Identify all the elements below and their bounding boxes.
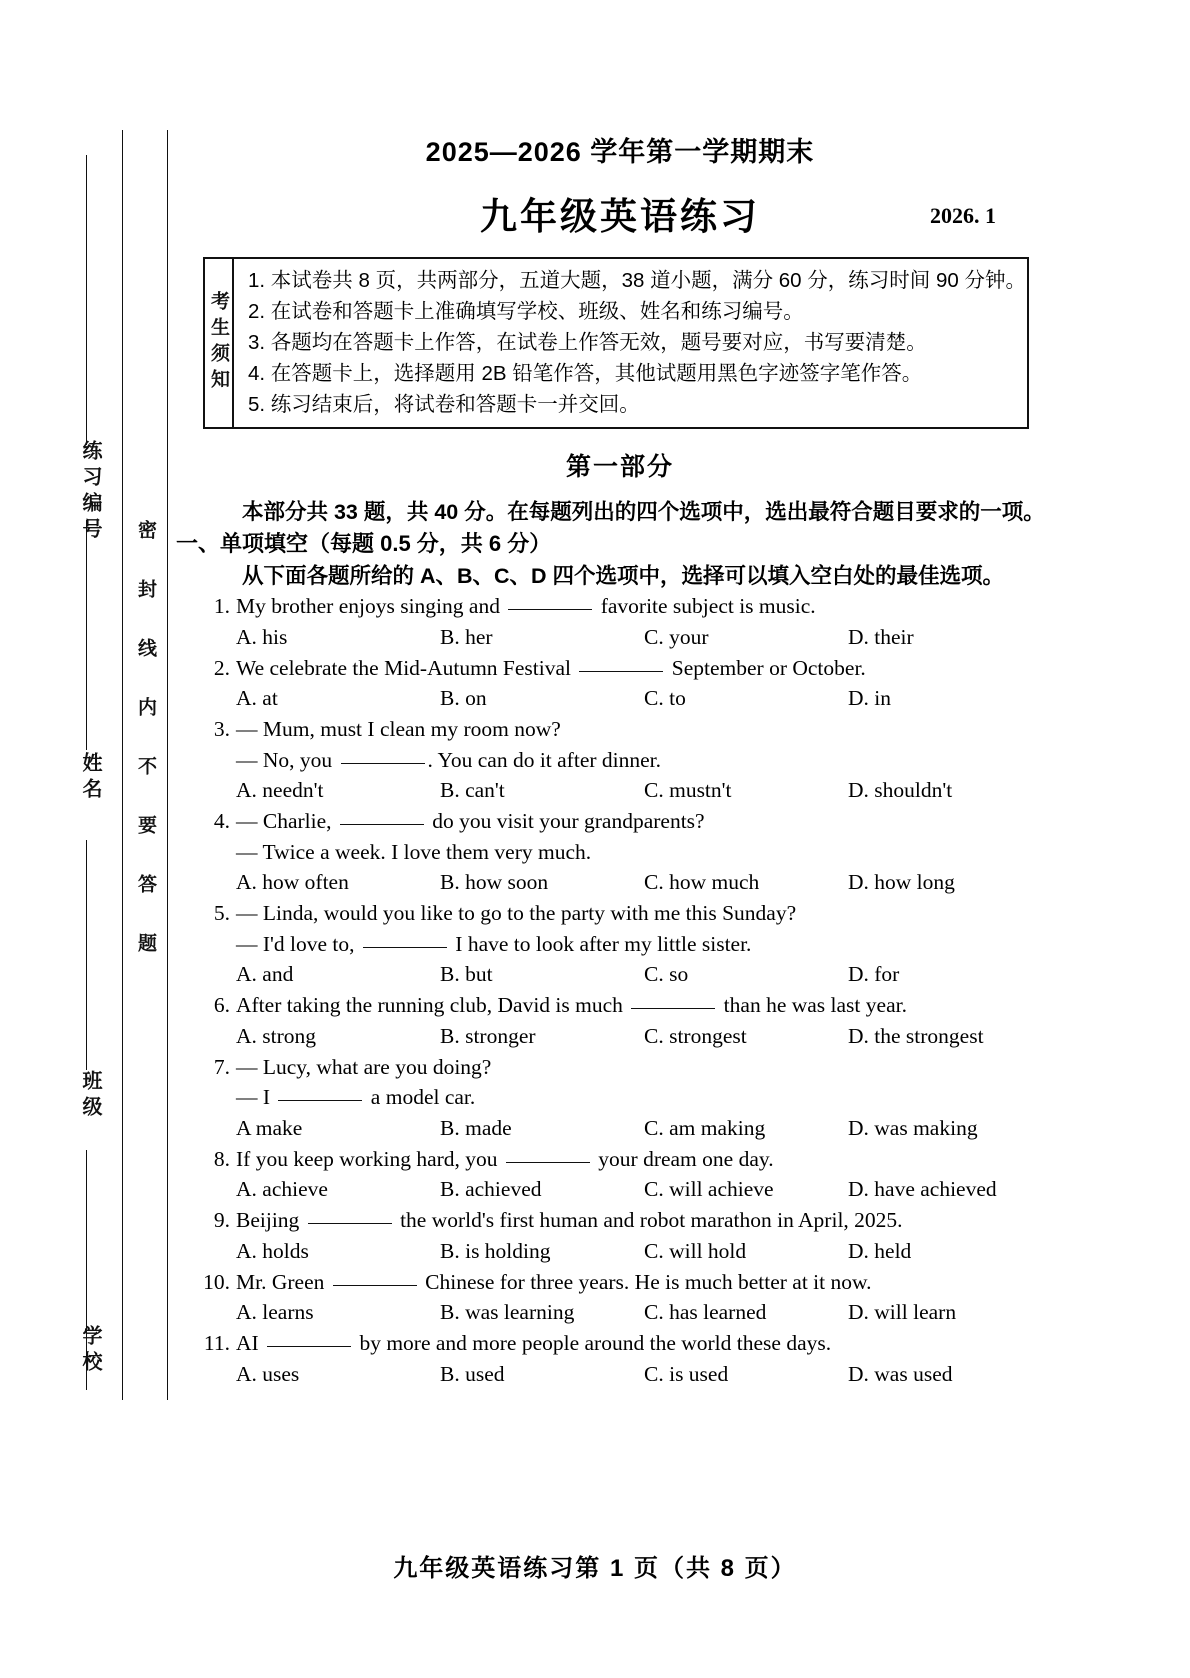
question-item [190, 1205, 1050, 1267]
option-choice[interactable]: C. will hold [644, 1238, 747, 1263]
option-choice[interactable]: A. and [236, 962, 294, 986]
question-number: 1. [213, 594, 230, 618]
answer-blank[interactable] [363, 947, 447, 948]
page-title: 九年级英语练习 [480, 196, 760, 237]
question-item [190, 1144, 1050, 1206]
option-row [190, 867, 1050, 898]
notice-body [234, 259, 1036, 427]
question-item [190, 1267, 1050, 1329]
seal-dash-segment [86, 840, 87, 1070]
option-row [190, 1359, 1050, 1390]
option-row [190, 1113, 1050, 1144]
option-choice[interactable]: D. shouldn't [848, 778, 953, 802]
option-choice[interactable]: B. was learning [440, 1300, 575, 1324]
practice-number-label: 练习编号 [79, 440, 101, 544]
question-text-after-blank: I have to look after my little sister. [449, 931, 752, 956]
question-text-after-blank: favorite subject is music. [595, 594, 816, 618]
question-number: 5. [213, 901, 230, 925]
question-text-after-blank: your dream one day. [592, 1146, 774, 1171]
question-text-before-blank: — Charlie, [236, 809, 337, 833]
option-choice[interactable]: D. was making [848, 1115, 978, 1140]
seal-line-outer [167, 130, 168, 1400]
question-text-before-blank: Mr. Green [236, 1269, 330, 1294]
question-item [190, 1328, 1050, 1390]
name-label: 姓名 [79, 752, 101, 804]
option-choice[interactable]: B. how soon [440, 870, 549, 894]
question-stem-line [190, 990, 1050, 1021]
question-stem-line [190, 653, 1050, 684]
question-item [190, 898, 1050, 990]
school-year-line: 2025—2026 学年第一学期期末 [425, 137, 815, 167]
question-number: 2. [213, 655, 230, 680]
question-text-before-blank: After taking the running club, David is much [236, 993, 629, 1017]
question-stem-line [190, 1205, 1050, 1236]
question-item [190, 990, 1050, 1052]
question-item [190, 714, 1050, 806]
question-number: 3. [213, 717, 230, 741]
option-choice[interactable]: D. how long [848, 870, 955, 894]
exam-date: 2026. 1 [930, 203, 996, 228]
option-choice[interactable]: D. have achieved [848, 1177, 997, 1201]
answer-blank[interactable] [278, 1100, 362, 1101]
question-stem-line [190, 929, 1050, 960]
question-text-before-blank: We celebrate the Mid-Autumn Festival [236, 655, 577, 680]
question-number: 4. [213, 809, 230, 833]
answer-blank[interactable] [506, 1162, 590, 1163]
option-choice[interactable]: A. learns [236, 1300, 314, 1324]
question-reply-line: — Twice a week. I love them very much. [236, 839, 592, 864]
option-choice[interactable]: A. uses [236, 1361, 300, 1386]
option-choice[interactable]: A. at [236, 686, 278, 710]
notice-item: 3. 各题均在答题卡上作答，在试卷上作答无效，题号要对应，书写要清楚。 [248, 331, 927, 354]
question-stem-line [190, 1144, 1050, 1175]
option-choice[interactable]: C. your [644, 624, 709, 649]
option-choice[interactable]: C. has learned [644, 1300, 767, 1324]
question-text: — Linda, would you like to go to the party with me this Sunday? [236, 901, 797, 925]
question-text: — Mum, must I clean my room now? [236, 717, 561, 741]
option-choice[interactable]: B. made [440, 1115, 512, 1140]
question-list [190, 591, 1050, 1390]
question-item [190, 653, 1050, 715]
question-text-after-blank: . You can do it after dinner. [427, 747, 662, 772]
option-choice[interactable]: C. will achieve [644, 1177, 774, 1201]
option-choice[interactable]: A. how often [236, 870, 349, 894]
option-choice[interactable]: D. for [848, 962, 900, 986]
option-choice[interactable]: C. mustn't [644, 778, 732, 802]
option-row [190, 622, 1050, 653]
question-text-before-blank: — I [236, 1085, 276, 1109]
option-row [190, 775, 1050, 806]
option-choice[interactable]: B. used [440, 1361, 505, 1386]
seal-dash-segment [86, 155, 87, 445]
candidate-notice-box [203, 257, 1029, 429]
option-row [190, 959, 1050, 990]
option-row [190, 1297, 1050, 1328]
part-description: 本部分共 33 题，共 40 分。在每题列出的四个选项中，选出最符合题目要求的一项。 [242, 500, 1045, 524]
question-text-before-blank: My brother enjoys singing and [236, 594, 506, 618]
question-text-after-blank: by more and more people around the world these days. [354, 1331, 832, 1355]
class-label: 班级 [79, 1070, 101, 1122]
option-choice[interactable]: B. can't [440, 778, 505, 802]
question-text-before-blank: — No, you [236, 747, 338, 772]
seal-warning-label: 密封线内不要答题 [135, 520, 156, 992]
answer-blank[interactable] [308, 1223, 392, 1224]
section-title: 一、单项填空（每题 0.5 分，共 6 分） [176, 531, 552, 556]
question-prompt-line [190, 898, 1050, 929]
question-number: 10. [203, 1269, 230, 1294]
option-row [190, 1174, 1050, 1205]
answer-blank[interactable] [267, 1346, 351, 1347]
option-choice[interactable]: B. on [440, 686, 487, 710]
question-number: 7. [213, 1054, 230, 1079]
option-choice[interactable]: A. his [236, 624, 288, 649]
option-choice[interactable]: C. how much [644, 870, 760, 894]
option-choice[interactable]: D. was used [848, 1361, 953, 1386]
question-text-after-blank: Chinese for three years. He is much better at it now. [419, 1269, 872, 1294]
option-choice[interactable]: D. held [848, 1238, 912, 1263]
seal-line-inner [122, 130, 123, 1400]
option-choice[interactable]: B. achieved [440, 1177, 542, 1201]
option-choice[interactable]: A make [236, 1115, 303, 1140]
option-row [190, 1021, 1050, 1052]
question-text: — Lucy, what are you doing? [236, 1054, 492, 1079]
question-number: 6. [213, 993, 230, 1017]
option-choice[interactable]: C. strongest [644, 1023, 747, 1048]
option-choice[interactable]: B. is holding [440, 1238, 551, 1263]
notice-item: 2. 在试卷和答题卡上准确填写学校、班级、姓名和练习编号。 [248, 300, 804, 323]
question-number: 11. [203, 1331, 230, 1355]
option-choice[interactable]: D. in [848, 686, 891, 710]
answer-blank[interactable] [631, 1008, 715, 1009]
question-item [190, 806, 1050, 898]
answer-blank[interactable] [508, 609, 592, 610]
question-text-before-blank: If you keep working hard, you [236, 1146, 503, 1171]
notice-label-text: 考生须知 [208, 291, 229, 395]
question-prompt-line [190, 1052, 1050, 1083]
option-choice[interactable]: B. her [440, 624, 493, 649]
notice-item: 1. 本试卷共 8 页，共两部分，五道大题，38 道小题，满分 60 分，练习时间 90 分钟。 [248, 269, 1026, 292]
question-text-before-blank: Beijing [236, 1208, 305, 1232]
page-footer: 九年级英语练习第 1 页（共 8 页） [393, 1555, 797, 1582]
section-subtitle: 从下面各题所给的 A、B、C、D 四个选项中，选择可以填入空白处的最佳选项。 [242, 564, 1005, 588]
question-stem-line [190, 1328, 1050, 1359]
answer-blank[interactable] [579, 671, 663, 672]
question-stem-line [190, 591, 1050, 622]
option-choice[interactable]: B. stronger [440, 1023, 536, 1048]
option-row [190, 683, 1050, 714]
answer-blank[interactable] [333, 1285, 417, 1286]
question-prompt-line [190, 714, 1050, 745]
option-choice[interactable]: A. needn't [236, 778, 324, 802]
question-text-after-blank: a model car. [365, 1085, 476, 1109]
question-text-before-blank: AI [236, 1331, 265, 1355]
question-stem-line [190, 1267, 1050, 1298]
question-item [190, 591, 1050, 653]
part-title: 第一部分 [565, 453, 674, 481]
school-label: 学校 [79, 1325, 101, 1377]
question-text-after-blank: than he was last year. [718, 993, 907, 1017]
option-choice[interactable]: B. but [440, 962, 493, 986]
question-item [190, 1052, 1050, 1144]
notice-item: 5. 练习结束后，将试卷和答题卡一并交回。 [248, 393, 640, 416]
question-number: 8. [213, 1146, 230, 1171]
question-text-after-blank: the world's first human and robot marathon in April, 2025. [394, 1208, 903, 1232]
seal-dash-segment [86, 520, 87, 750]
answer-blank[interactable] [340, 824, 424, 825]
option-choice[interactable]: A. achieve [236, 1177, 328, 1201]
option-choice[interactable]: D. their [848, 624, 914, 649]
answer-blank[interactable] [341, 763, 425, 764]
question-stem-line [190, 806, 1050, 837]
option-choice[interactable]: C. is used [644, 1361, 729, 1386]
option-row [190, 1236, 1050, 1267]
option-choice[interactable]: D. the strongest [848, 1023, 984, 1048]
option-choice[interactable]: D. will learn [848, 1300, 957, 1324]
option-choice[interactable]: A. strong [236, 1023, 317, 1048]
question-number: 9. [213, 1208, 230, 1232]
option-choice[interactable]: C. to [644, 686, 686, 710]
option-choice[interactable]: C. am making [644, 1115, 766, 1140]
option-choice[interactable]: A. holds [236, 1238, 309, 1263]
notice-item: 4. 在答题卡上，选择题用 2B 铅笔作答，其他试题用黑色字迹签字笔作答。 [248, 362, 923, 385]
option-choice[interactable]: C. so [644, 962, 689, 986]
question-text-before-blank: — I'd love to, [236, 931, 360, 956]
question-stem-line [190, 1082, 1050, 1113]
question-stem-line [190, 745, 1050, 776]
notice-label-cell [205, 259, 234, 427]
question-text-after-blank: do you visit your grandparents? [426, 809, 705, 833]
question-text-after-blank: September or October. [666, 655, 866, 680]
